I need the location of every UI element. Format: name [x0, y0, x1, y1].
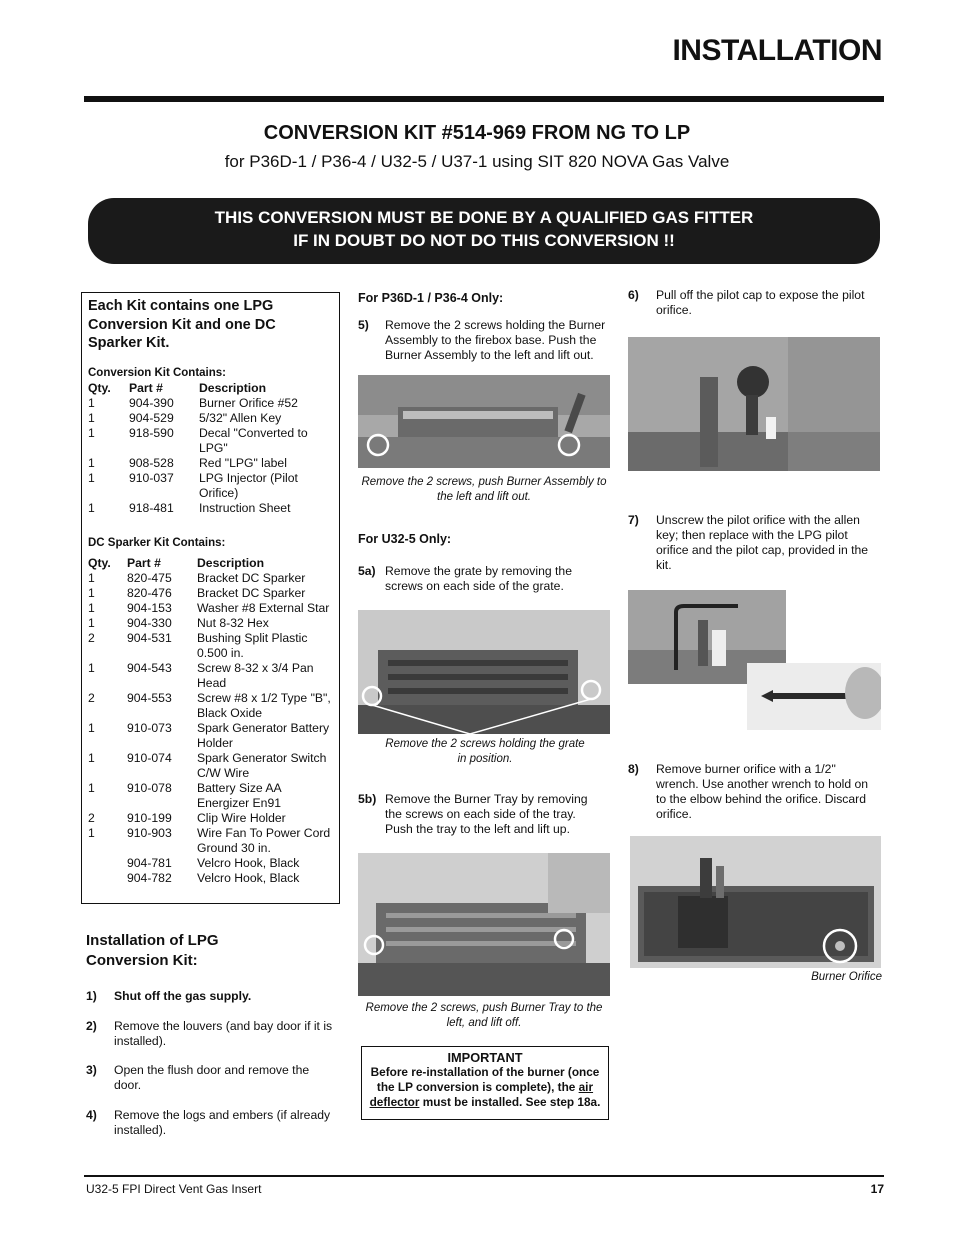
part-number-cell: 904-330 — [127, 616, 172, 630]
qty-cell: 1 — [88, 456, 95, 470]
description-cell: Burner Orifice #52 — [199, 396, 298, 410]
description-cell: Bracket DC Sparker — [197, 586, 306, 600]
table-row — [88, 456, 334, 471]
step-number: 2) — [86, 1019, 97, 1033]
description-cell: Red "LPG" label — [199, 456, 287, 470]
step-text: Remove the logs and embers (if already installed). — [114, 1108, 331, 1137]
table-row — [88, 426, 334, 456]
table-row — [88, 796, 335, 811]
page-title: INSTALLATION — [672, 34, 882, 67]
description-cell: Nut 8-32 Hex — [197, 616, 269, 630]
step-number: 8) — [628, 762, 639, 776]
important-text — [362, 1065, 608, 1110]
step-number: 3) — [86, 1063, 97, 1077]
table-row — [88, 811, 335, 826]
u32-heading: For U32-5 Only: — [358, 532, 452, 546]
warning-line-1: THIS CONVERSION MUST BE DONE BY A QUALIFIED GAS FITTER — [214, 208, 754, 227]
description-cell: Battery Size AA — [197, 781, 282, 795]
table-row — [88, 661, 335, 691]
table-row — [88, 411, 334, 426]
part-number-cell: 910-037 — [129, 471, 174, 485]
qty-cell: 1 — [88, 411, 95, 425]
important-text-part: Before re-installation of the burner (once the LP conversion is complete), the — [370, 1065, 600, 1094]
table-row — [88, 616, 335, 631]
table-row — [88, 586, 335, 601]
qty-cell: 1 — [88, 501, 95, 515]
conversion-kit-heading: Conversion Kit Contains: — [88, 367, 227, 379]
part-number-cell: 904-553 — [127, 691, 172, 705]
qty-cell: 1 — [88, 781, 95, 795]
qty-cell: 2 — [88, 691, 95, 705]
step-number: 4) — [86, 1108, 97, 1122]
description-cell: Wire Fan To Power Cord Ground 30 in. — [197, 826, 331, 855]
part-number-cell: 908-528 — [129, 456, 174, 470]
qty-cell: 1 — [88, 426, 95, 440]
step-number: 1) — [86, 989, 97, 1003]
part-number-cell: 904-531 — [127, 631, 172, 645]
kit-subtitle: for P36D-1 / P36-4 / U32-5 / U37-1 using SIT 820 NOVA Gas Valve — [224, 152, 730, 171]
description-cell: Spark Generator Battery Holder — [197, 721, 330, 750]
page-number: 17 — [870, 1182, 884, 1196]
part-number-cell: 910-078 — [127, 781, 172, 795]
important-notice — [361, 1046, 609, 1120]
description-cell: Spark Generator Switch C/W Wire — [197, 751, 327, 780]
part-number-cell: 820-476 — [127, 586, 172, 600]
part-number-cell: 918-590 — [129, 426, 174, 440]
qty-cell: 1 — [88, 586, 95, 600]
qty-cell: 1 — [88, 751, 95, 765]
step-text: Remove the grate by removing the screws on each side of the grate. — [385, 564, 572, 593]
qty-cell: 1 — [88, 396, 95, 410]
table-row — [88, 631, 335, 661]
kit-contents-box — [81, 292, 340, 904]
table-row — [88, 751, 335, 781]
part-number-cell: 904-781 — [127, 856, 172, 870]
step-number: 5b) — [358, 792, 377, 806]
part-number-cell: 904-543 — [127, 661, 172, 675]
qty-cell: 1 — [88, 721, 95, 735]
caption-burner-tray: Remove the 2 screws, push Burner Tray to the left, and lift off. — [365, 1002, 603, 1029]
kit-box-heading: Each Kit contains one LPG Conversion Kit and one DC Sparker Kit. — [88, 298, 276, 351]
kit-title: CONVERSION KIT #514-969 FROM NG TO LP — [263, 122, 691, 144]
qty-cell: 2 — [88, 811, 95, 825]
sparker-kit-heading: DC Sparker Kit Contains: — [88, 537, 226, 549]
step-text: Open the flush door and remove the door. — [114, 1063, 310, 1092]
qty-cell: 1 — [88, 571, 95, 585]
part-number-cell: 904-153 — [127, 601, 172, 615]
qty-cell: 1 — [88, 661, 95, 675]
description-cell: Velcro Hook, Black — [197, 871, 300, 885]
caption-grate: Remove the 2 screws holding the grate in position. — [385, 738, 585, 765]
step-text: Pull off the pilot cap to expose the pilot orifice. — [656, 288, 865, 317]
step-number: 7) — [628, 513, 639, 527]
table-row — [88, 826, 335, 856]
part-number-cell: 918-481 — [129, 501, 174, 515]
part-number-cell: 910-073 — [127, 721, 172, 735]
step-text: Shut off the gas supply. — [114, 989, 252, 1003]
description-cell: Washer #8 External Star — [197, 601, 330, 615]
description-cell: 5/32" Allen Key — [199, 411, 282, 425]
qty-cell — [88, 871, 127, 886]
part-number-cell: 904-390 — [129, 396, 174, 410]
important-text-part: must be installed. See step 18a. — [419, 1095, 601, 1109]
grate-photo — [358, 610, 610, 734]
col-qty: Qty. — [88, 381, 111, 395]
part-number-cell: 820-475 — [127, 571, 172, 585]
burner-assembly-photo — [358, 375, 610, 468]
description-cell: Screw 8-32 x 3/4 Pan Head — [197, 661, 314, 690]
table-row — [88, 691, 335, 721]
warning-banner — [88, 198, 880, 264]
important-underlined-text: air deflector — [369, 1080, 594, 1109]
sparker-kit-table — [88, 556, 335, 886]
conversion-kit-table — [88, 381, 334, 516]
description-cell: Bushing Split Plastic 0.500 in. — [197, 631, 308, 660]
description-cell: Velcro Hook, Black — [197, 856, 300, 870]
description-cell: Screw #8 x 1/2 Type "B", Black Oxide — [197, 691, 331, 720]
part-number-cell — [127, 796, 197, 811]
step-number: 5) — [358, 318, 369, 332]
step-number: 5a) — [358, 564, 376, 578]
p36-heading: For P36D-1 / P36-4 Only: — [358, 291, 504, 305]
table-row — [88, 471, 334, 501]
warning-line-2: IF IN DOUBT DO NOT DO THIS CONVERSION !! — [293, 231, 675, 250]
part-number-cell: 910-199 — [127, 811, 172, 825]
table-row — [88, 396, 334, 411]
qty-cell: 1 — [88, 471, 95, 485]
part-number-cell: 904-529 — [129, 411, 174, 425]
part-number-cell: 910-074 — [127, 751, 172, 765]
table-row — [88, 871, 335, 886]
col-part: Part # — [129, 381, 163, 395]
col-qty: Qty. — [88, 556, 111, 570]
table-row — [88, 571, 335, 586]
lpg-pilot-orifice-photo — [747, 663, 881, 730]
description-cell: Bracket DC Sparker — [197, 571, 306, 585]
qty-cell: 1 — [88, 826, 95, 840]
table-row — [88, 501, 334, 516]
part-number-cell: 904-782 — [127, 871, 172, 885]
step-text: Remove the louvers (and bay door if it is installed). — [114, 1019, 333, 1048]
step-text: Remove burner orifice with a 1/2" wrench. Use another wrench to hold on to the elbow behind the orifice. Discard orifice. — [656, 762, 869, 821]
qty-cell — [88, 796, 127, 811]
bottom-divider — [84, 1175, 884, 1177]
table-row — [88, 856, 335, 871]
caption-burner-orifice: Burner Orifice — [811, 971, 882, 983]
step-text: Remove the 2 screws holding the Burner Assembly to the firebox base. Push the Burner Assembly to the left and lift out. — [385, 318, 606, 362]
step-text: Unscrew the pilot orifice with the allen key; then replace with the LPG pilot orifice and the pilot cap, provided in the kit. — [656, 513, 869, 572]
description-cell: LPG Injector (Pilot Orifice) — [199, 471, 298, 500]
description-cell: Energizer En91 — [197, 796, 282, 810]
qty-cell: 2 — [88, 631, 95, 645]
qty-cell: 1 — [88, 616, 95, 630]
footer-document-title: U32-5 FPI Direct Vent Gas Insert — [86, 1182, 262, 1196]
col-description: Description — [197, 556, 265, 570]
col-part: Part # — [127, 556, 161, 570]
part-number-cell: 910-903 — [127, 826, 172, 840]
description-cell: Instruction Sheet — [199, 501, 291, 515]
qty-cell: 1 — [88, 601, 95, 615]
description-cell: Decal "Converted to LPG" — [199, 426, 308, 455]
table-row — [88, 781, 335, 796]
important-title: IMPORTANT — [447, 1050, 523, 1065]
top-divider — [84, 96, 884, 102]
qty-cell — [88, 856, 127, 871]
table-row — [88, 601, 335, 616]
pilot-cap-photo — [628, 337, 880, 471]
table-row — [88, 721, 335, 751]
step-text: Remove the Burner Tray by removing the screws on each side of the tray. Push the tray to the left and lift up. — [385, 792, 588, 836]
caption-burner-assembly: Remove the 2 screws, push Burner Assembly to the left and lift out. — [361, 476, 607, 503]
burner-tray-photo — [358, 853, 610, 996]
col-description: Description — [199, 381, 267, 395]
burner-orifice-photo — [630, 836, 881, 968]
step-number: 6) — [628, 288, 639, 302]
installation-heading: Installation of LPG Conversion Kit: — [86, 932, 219, 969]
description-cell: Clip Wire Holder — [197, 811, 286, 825]
